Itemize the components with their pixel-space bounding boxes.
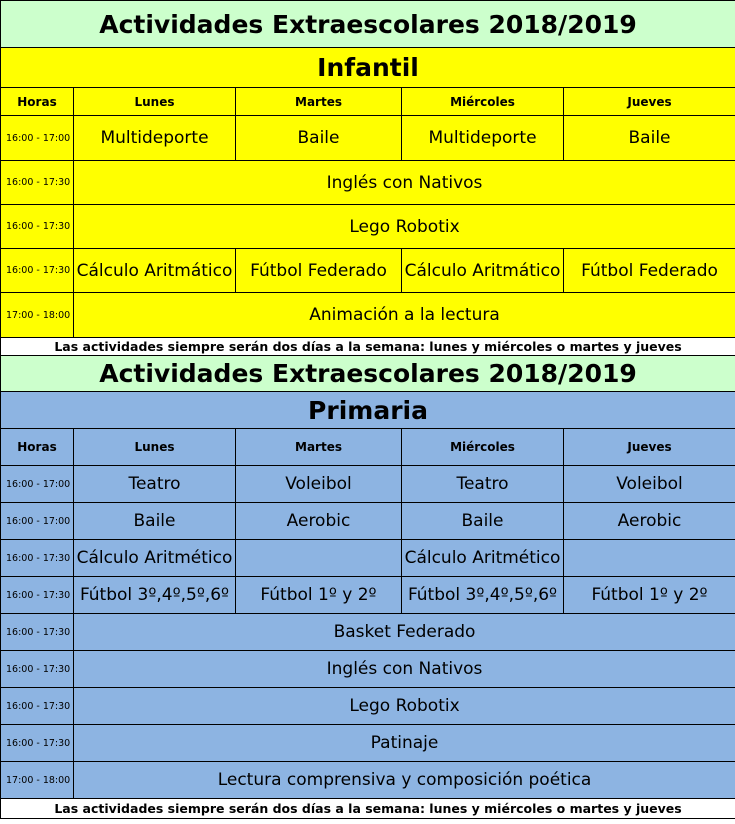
primaria-note: Las actividades siempre serán dos días a la semana: lunes y miércoles o martes y jueves: [1, 799, 735, 819]
infantil-subtitle: Infantil: [1, 48, 735, 88]
activity-cell: Inglés con Nativos: [74, 651, 735, 688]
infantil-note: Las actividades siempre serán dos días a la semana: lunes y miércoles o martes y jueves: [1, 338, 735, 356]
table-row: [1, 293, 735, 338]
activity-cell: Lego Robotix: [74, 688, 735, 725]
column-header: Miércoles: [402, 429, 564, 466]
table-row: [1, 205, 735, 249]
time-cell: 16:00 - 17:00: [1, 116, 74, 161]
primaria-title: Actividades Extraescolares 2018/2019: [1, 356, 735, 392]
activity-cell: Multideporte: [74, 116, 236, 161]
activity-cell: [236, 540, 402, 577]
time-cell: 16:00 - 17:00: [1, 503, 74, 540]
activity-cell: Voleibol: [236, 466, 402, 503]
column-header: Jueves: [564, 88, 735, 116]
activity-cell: Baile: [74, 503, 236, 540]
table-row: [1, 466, 735, 503]
activity-cell: Basket Federado: [74, 614, 735, 651]
column-header: Miércoles: [402, 88, 564, 116]
infantil-header-row: [1, 88, 735, 116]
activity-cell: Patinaje: [74, 725, 735, 762]
time-cell: 16:00 - 17:30: [1, 614, 74, 651]
activity-cell: Fútbol 1º y 2º: [236, 577, 402, 614]
column-header: Lunes: [74, 88, 236, 116]
activity-cell: Baile: [236, 116, 402, 161]
primaria-subtitle: Primaria: [1, 392, 735, 429]
primaria-header-row: [1, 429, 735, 466]
activity-cell: Voleibol: [564, 466, 735, 503]
activity-cell: Cálculo Aritmético: [74, 540, 236, 577]
infantil-title: Actividades Extraescolares 2018/2019: [1, 1, 735, 48]
activity-cell: Fútbol 3º,4º,5º,6º: [74, 577, 236, 614]
activity-cell: Multideporte: [402, 116, 564, 161]
table-row: [1, 614, 735, 651]
table-row: [1, 688, 735, 725]
activity-cell: Animación a la lectura: [74, 293, 735, 338]
table-row: [1, 725, 735, 762]
activity-cell: Fútbol 3º,4º,5º,6º: [402, 577, 564, 614]
time-cell: 16:00 - 17:30: [1, 540, 74, 577]
time-cell: 16:00 - 17:30: [1, 725, 74, 762]
activity-cell: Fútbol 1º y 2º: [564, 577, 735, 614]
time-cell: 16:00 - 17:30: [1, 577, 74, 614]
activity-cell: Baile: [402, 503, 564, 540]
activity-cell: Lego Robotix: [74, 205, 735, 249]
time-cell: 16:00 - 17:30: [1, 161, 74, 205]
table-row: [1, 161, 735, 205]
column-header: Horas: [1, 88, 74, 116]
activity-cell: Cálculo Aritmático: [402, 249, 564, 293]
time-cell: 16:00 - 17:30: [1, 688, 74, 725]
time-cell: 16:00 - 17:30: [1, 205, 74, 249]
time-cell: 16:00 - 17:00: [1, 466, 74, 503]
column-header: Martes: [236, 429, 402, 466]
table-row: [1, 249, 735, 293]
activity-cell: Fútbol Federado: [564, 249, 735, 293]
time-cell: 16:00 - 17:30: [1, 651, 74, 688]
table-row: [1, 651, 735, 688]
table-row: [1, 116, 735, 161]
table-row: [1, 577, 735, 614]
time-cell: 17:00 - 18:00: [1, 293, 74, 338]
activity-cell: Teatro: [402, 466, 564, 503]
column-header: Horas: [1, 429, 74, 466]
activity-cell: Baile: [564, 116, 735, 161]
table-row: [1, 762, 735, 799]
activity-cell: Fútbol Federado: [236, 249, 402, 293]
activity-cell: [564, 540, 735, 577]
time-cell: 16:00 - 17:30: [1, 249, 74, 293]
table-row: [1, 540, 735, 577]
column-header: Jueves: [564, 429, 735, 466]
activity-cell: Teatro: [74, 466, 236, 503]
column-header: Martes: [236, 88, 402, 116]
time-cell: 17:00 - 18:00: [1, 762, 74, 799]
activity-cell: Aerobic: [236, 503, 402, 540]
activity-cell: Aerobic: [564, 503, 735, 540]
activity-cell: Inglés con Nativos: [74, 161, 735, 205]
table-row: [1, 503, 735, 540]
activity-cell: Cálculo Aritmético: [402, 540, 564, 577]
activity-cell: Cálculo Aritmático: [74, 249, 236, 293]
column-header: Lunes: [74, 429, 236, 466]
activity-cell: Lectura comprensiva y composición poética: [74, 762, 735, 799]
